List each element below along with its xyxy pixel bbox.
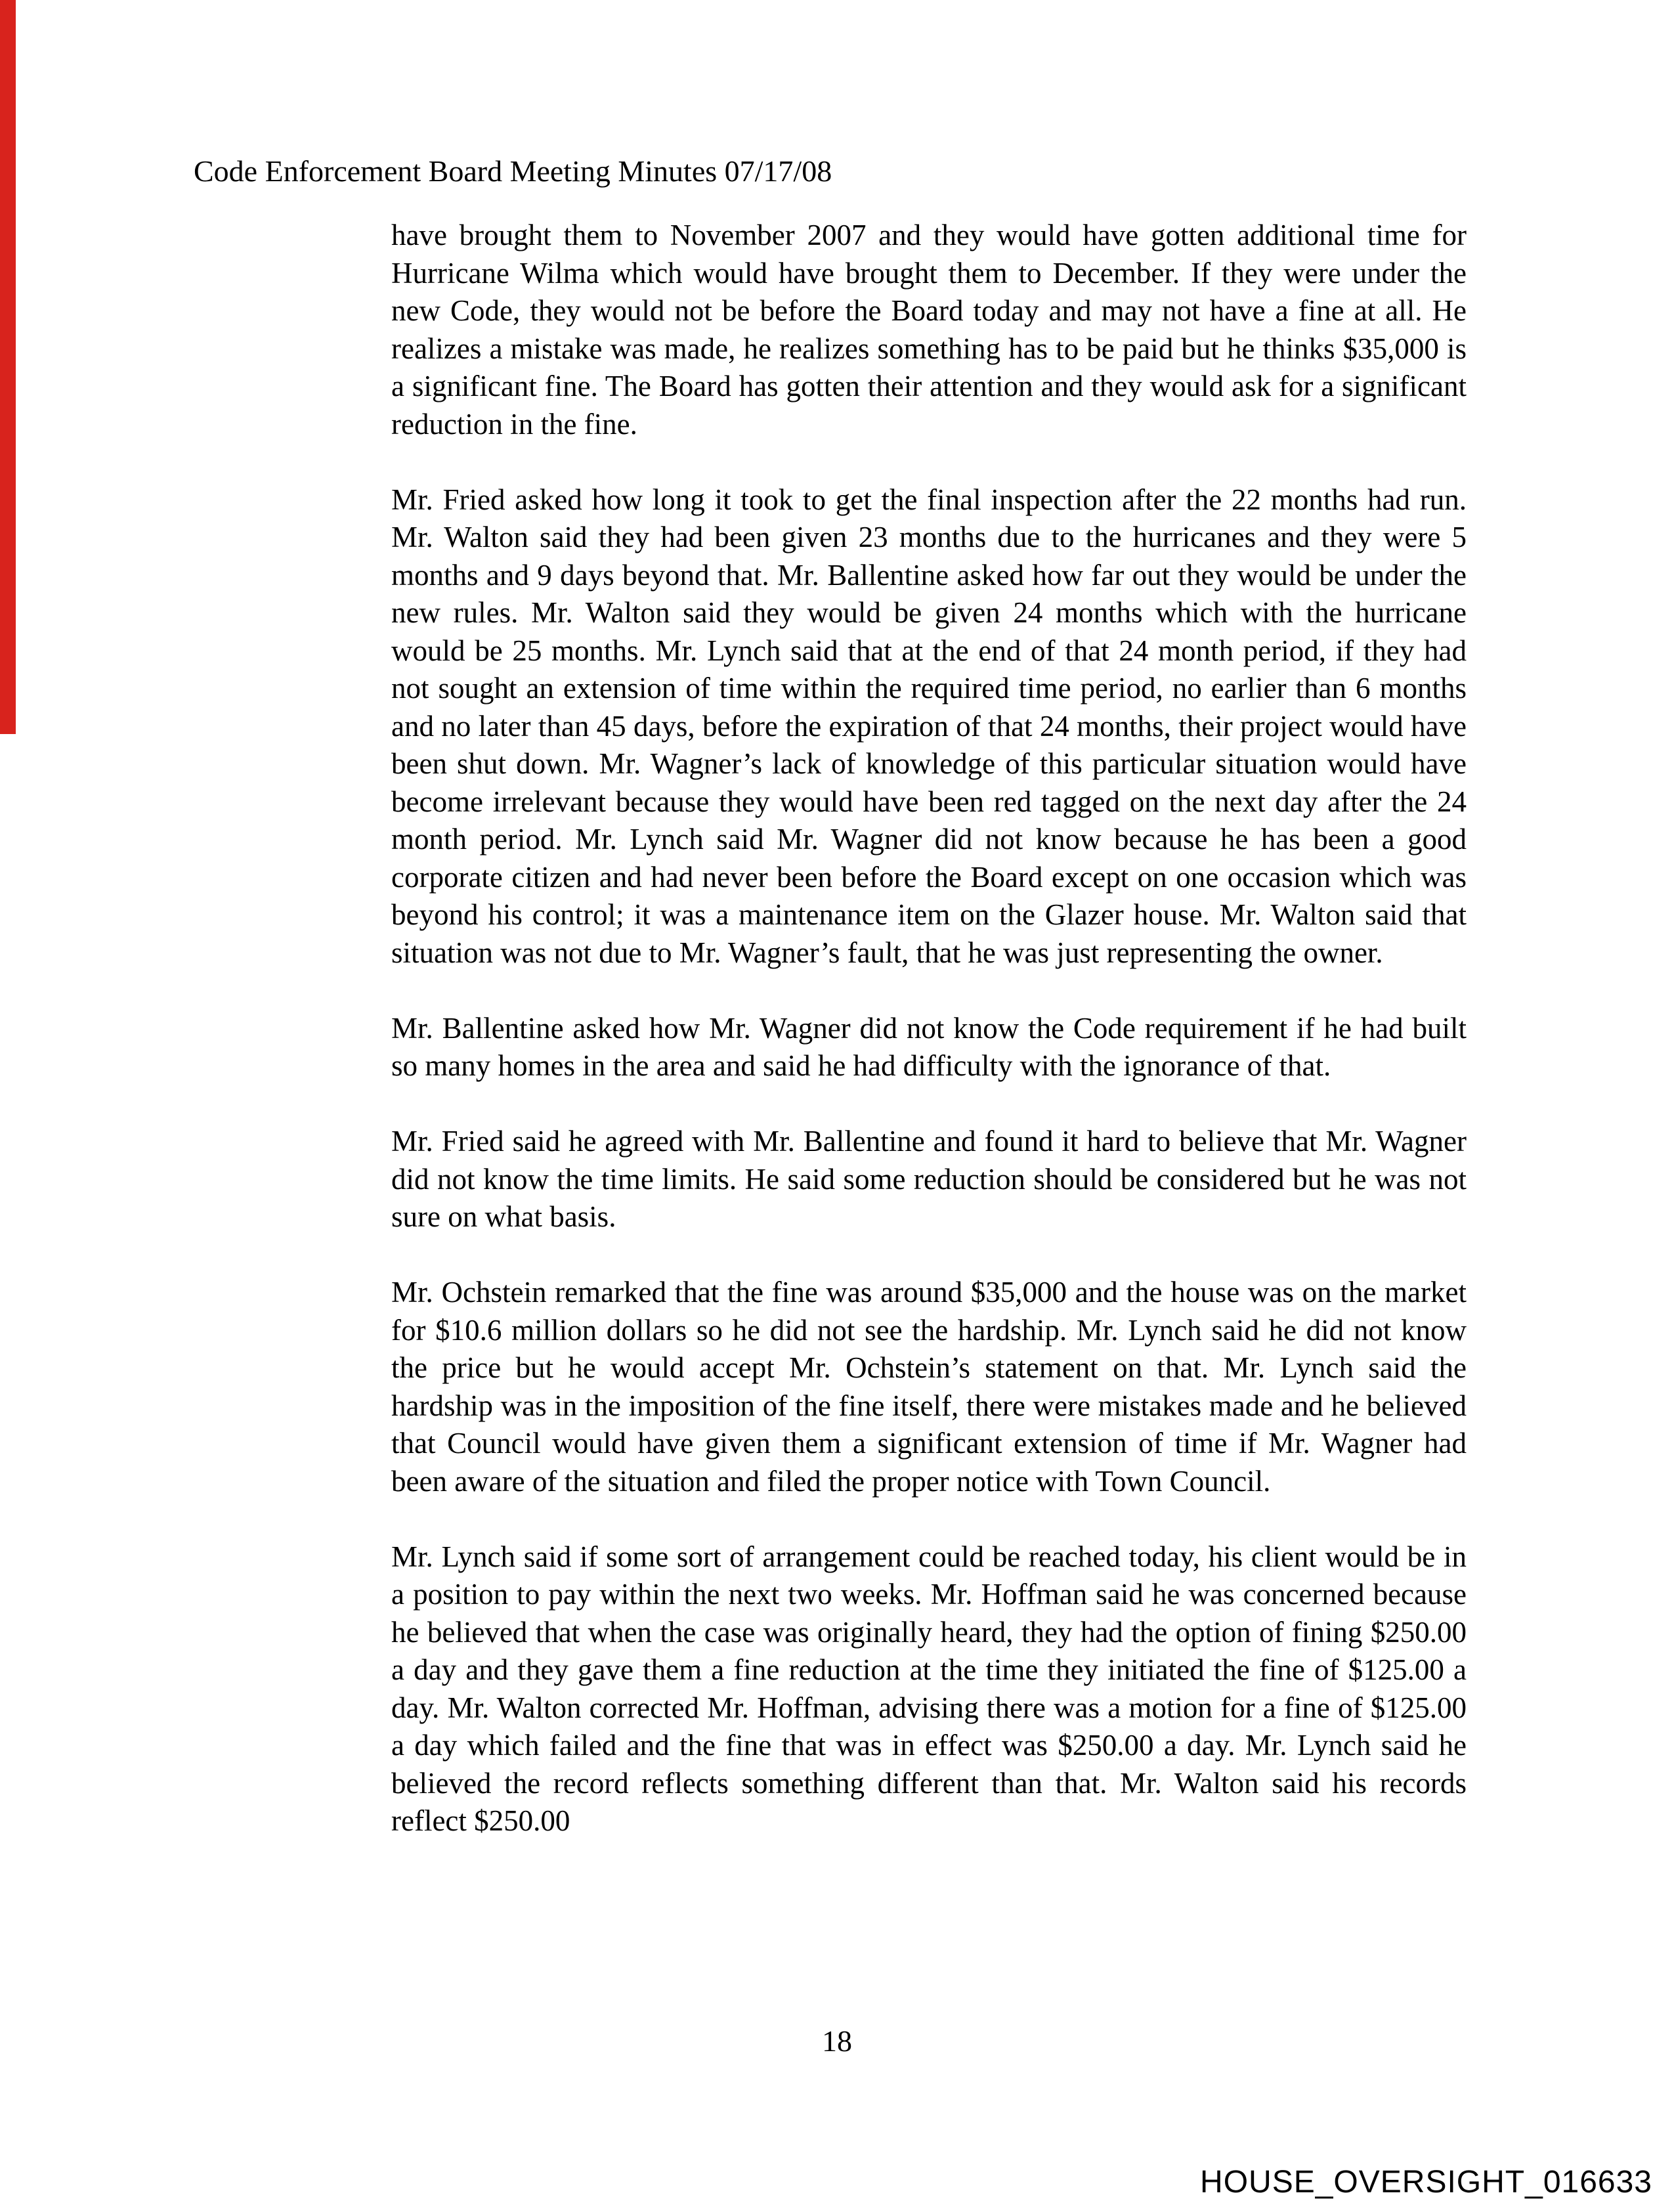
document-title: Code Enforcement Board Meeting Minutes 07/17/08 <box>194 154 832 188</box>
page-number: 18 <box>822 2024 852 2058</box>
paragraph-2: Mr. Fried asked how long it took to get the final inspection after the 22 months had run. Mr. Walton said they had been given 23 months due to the hurricanes and they were 5 months and 9 days beyond that. Mr. Ballentine asked how far out they would be under the new rules. Mr. Walton said they would be given 24 months which with the hurricane would be 25 months. Mr. Lynch said that at the end of that 24 month period, if they had not sought an extension of time within the required time period, no earlier than 6 months and no later than 45 days, before the expiration of that 24 months, their project would have been shut down. Mr. Wagner’s lack of knowledge of this particular situation would have become irrelevant because they would have been red tagged on the next day after the 24 month period. Mr. Lynch said Mr. Wagner did not know because he has been a good corporate citizen and had never been before the Board except on one occasion which was beyond his control; it was a maintenance item on the Glazer house. Mr. Walton said that situation was not due to Mr. Wagner’s fault, that he was just representing the owner. <box>391 483 1467 969</box>
paragraph-5: Mr. Ochstein remarked that the fine was around $35,000 and the house was on the market for $10.6 million dollars so he did not see the hardship. Mr. Lynch said he did not know the price but he would accept Mr. Ochstein’s statement on that. Mr. Lynch said the hardship was in the imposition of the fine itself, there were mistakes made and he believed that Council would have given them a significant extension of time if Mr. Wagner had been aware of the situation and filed the proper notice with Town Council. <box>391 1276 1467 1498</box>
bates-number: HOUSE_OVERSIGHT_016633 <box>1200 2165 1652 2200</box>
red-scan-artifact-bar <box>0 0 16 734</box>
document-body <box>391 217 1467 1878</box>
paragraph-4: Mr. Fried said he agreed with Mr. Ballentine and found it hard to believe that Mr. Wagner did not know the time limits. He said some reduction should be considered but he was not sure on what basis. <box>391 1125 1467 1233</box>
paragraph-6: Mr. Lynch said if some sort of arrangement could be reached today, his client would be in a position to pay within the next two weeks. Mr. Hoffman said he was concerned because he believed that when the case was originally heard, they had the option of fining $250.00 a day and they gave them a fine reduction at the time they initiated the fine of $125.00 a day. Mr. Walton corrected Mr. Hoffman, advising there was a motion for a fine of $125.00 a day which failed and the fine that was in effect was $250.00 a day. Mr. Lynch said he believed the record reflects something different than that. Mr. Walton said his records reflect $250.00 <box>391 1540 1467 1837</box>
paragraph-1: have brought them to November 2007 and they would have gotten additional time for Hurricane Wilma which would have brought them to December. If they were under the new Code, they would not be before the Board today and may not have a fine at all. He realizes a mistake was made, he realizes something has to be paid but he thinks $35,000 is a significant fine. The Board has gotten their attention and they would ask for a significant reduction in the fine. <box>391 219 1467 441</box>
paragraph-3: Mr. Ballentine asked how Mr. Wagner did not know the Code requirement if he had built so many homes in the area and said he had difficulty with the ignorance of that. <box>391 1011 1467 1082</box>
